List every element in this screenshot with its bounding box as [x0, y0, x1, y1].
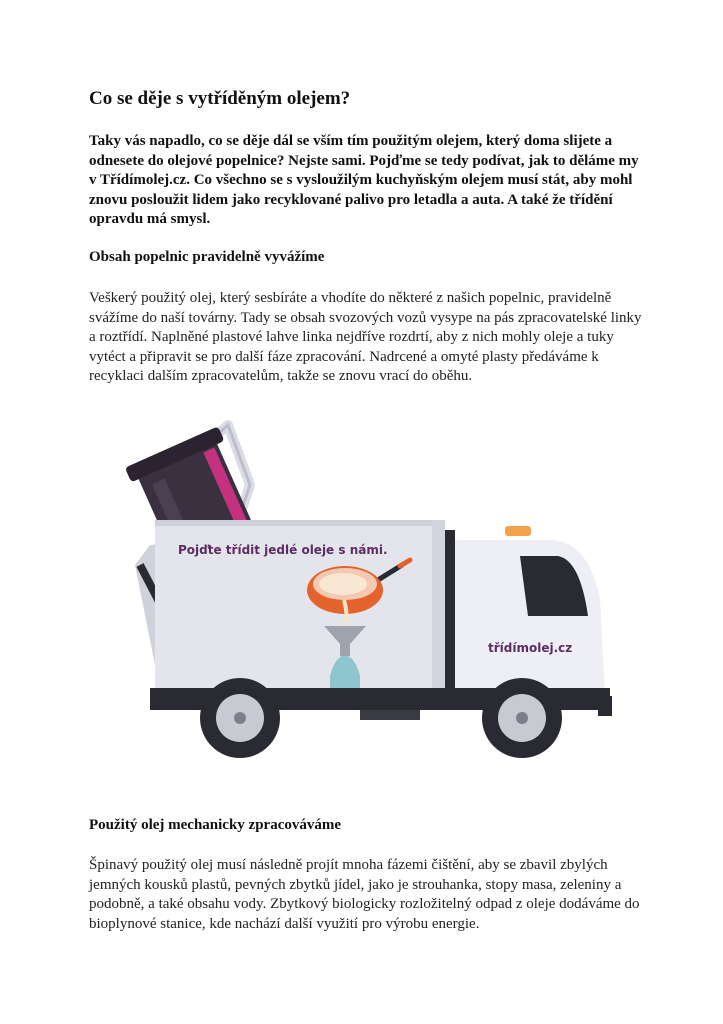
truck-logo: třídímolej.cz	[488, 641, 573, 655]
section-text-processing: Špinavý použitý olej musí následně projít mnoha fázemi čištění, aby se zbavil zbylých jemných kousků plastů, pevných zbytků jídel, jako je strouhanka, stopy masa, zeleniny a podobně, a také obsahu vody. Zbytkový biologicky rozložitelný odpad z oleje dodáváme do bioplynové stanice, kde nachází další využití pro výrobu energie.	[89, 857, 640, 932]
truck-slogan: Pojďte třídit jedlé oleje s námi.	[178, 543, 388, 557]
rear-wheel	[200, 678, 280, 758]
section-text-collection: Veškerý použitý olej, který sesbíráte a vhodíte do některé z našich popelnic, pravidelně svážíme do naší továrny. Tady se obsah svozových vozů vysype na pás zpracovatelské linky a roztřídí. Naplněné plastové lahve linka nejdříve rozdrtí, aby z nich mohly oleje a tuky vytéct a připravit se pro další fáze zpracování. Nadrcené a omyté plasty předáváme k recyklaci dalším zpracovatelům, takže se znovu vrací do oběhu.	[89, 290, 642, 384]
page-title: Co se děje s vytříděným olejem?	[89, 88, 351, 109]
intro-paragraph: Taky vás napadlo, co se děje dál se vším tím použitým olejem, který doma slijete a odnesete do olejové popelnice? Nejste sami. Pojďme se tedy podívat, jak to děláme my v Třídímolej.cz. Co všechno se s vysloužilým kuchyňským olejem musí stát, aby mohl znovu posloužit lidem jako recyklované palivo pro letadla a auta. A také že třídění opravdu má smysl.	[89, 133, 639, 227]
section-heading-processing: Použitý olej mechanicky zpracováváme	[89, 817, 342, 833]
section-heading-collection: Obsah popelnic pravidelně vyvážíme	[89, 249, 325, 265]
front-wheel	[482, 678, 562, 758]
truck-illustration	[110, 420, 630, 765]
beacon-light	[505, 526, 531, 536]
